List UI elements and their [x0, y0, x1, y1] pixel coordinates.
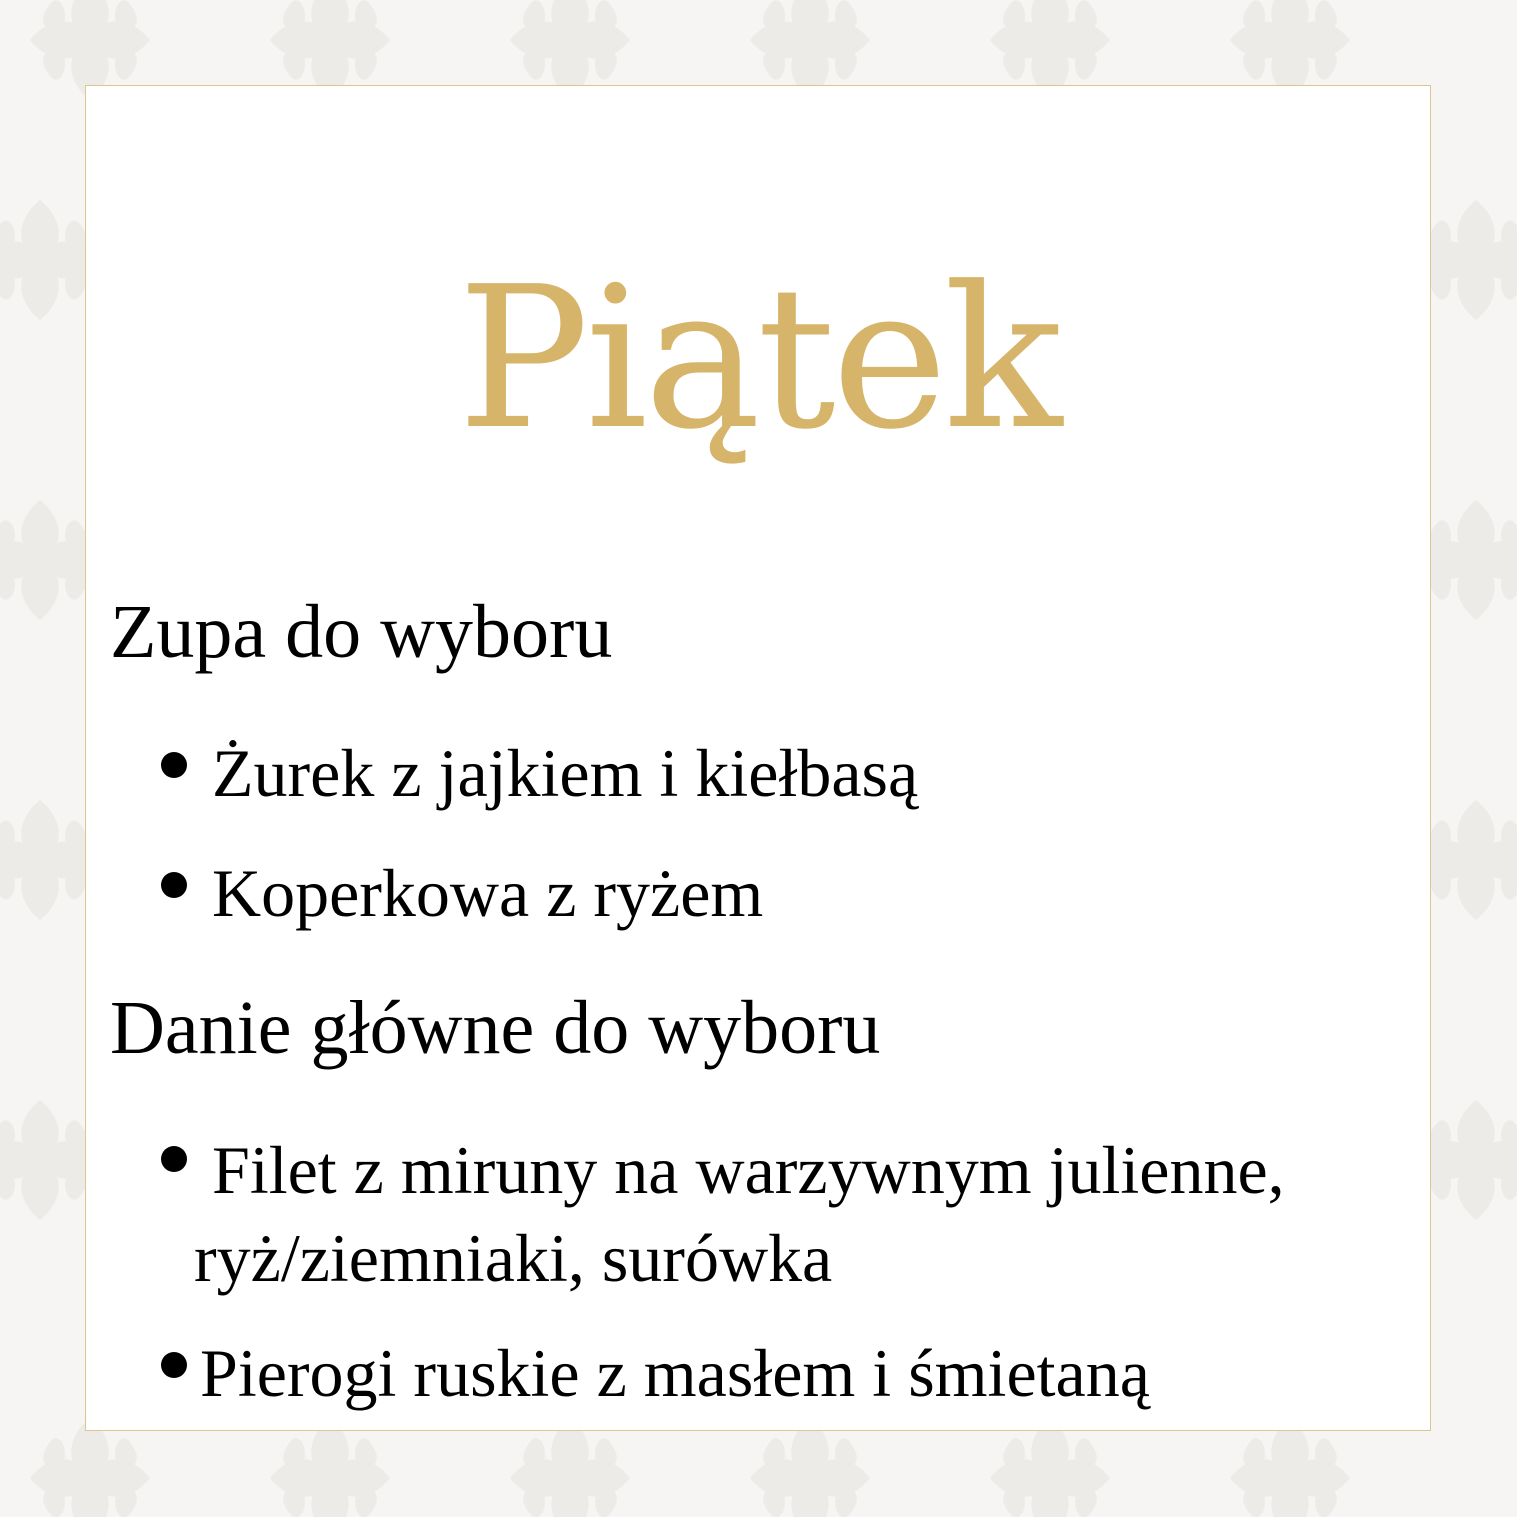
bullet-icon: [161, 872, 187, 898]
menu-card: [85, 85, 1431, 1431]
section-heading-main: Danie główne do wyboru: [110, 986, 881, 1070]
bullet-icon: [161, 752, 187, 778]
main-item-1: Filet z miruny na warzywnym julienne, ryż/ziemniaki, surówka: [194, 1132, 1285, 1296]
soup-item-2: Koperkowa z ryżem: [212, 855, 764, 931]
section-heading-soup: Zupa do wyboru: [110, 590, 613, 674]
main-item-2: Pierogi ruskie z masłem i śmietaną: [200, 1335, 1150, 1411]
bullet-icon: [161, 1146, 187, 1172]
page-title: Piątek: [457, 245, 1059, 473]
soup-item-1: Żurek z jajkiem i kiełbasą: [212, 735, 919, 811]
bullet-icon: [161, 1352, 187, 1378]
